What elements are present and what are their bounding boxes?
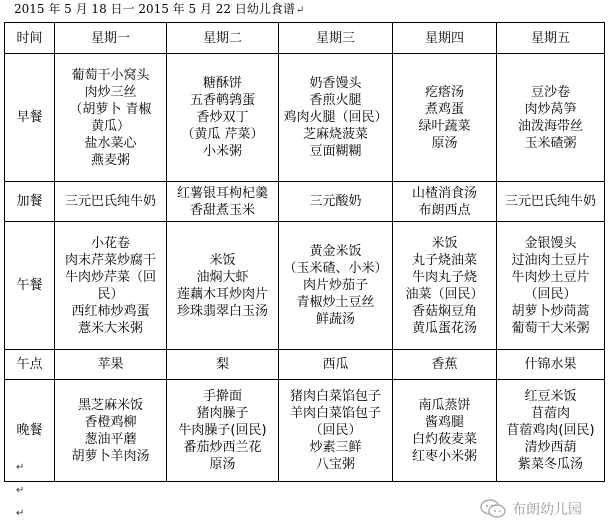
dish-line: 西红柿炒鸡蛋 [71, 303, 150, 319]
dish-line: 梨 [215, 357, 229, 372]
dish-line: 酱鸡腿 [424, 414, 464, 430]
dish-line: 羊肉白菜馅包子 [289, 406, 381, 421]
dish-line: 山楂消食汤 [411, 185, 477, 201]
dish-line: （黄瓜 芹菜） [181, 127, 264, 142]
paragraph-mark: ↵ [16, 485, 25, 496]
header-tuesday: 星期二 [167, 23, 279, 54]
dish-line: 布朗西点 [418, 202, 471, 218]
paragraph-mark: ↵ [16, 462, 25, 473]
dish-line: 清炒西葫 [524, 440, 577, 455]
menu-row [5, 222, 605, 350]
menu-title [14, 2, 304, 18]
menu-cell-tuesday [167, 222, 279, 350]
dish-line: 番茄炒西兰花 [183, 440, 262, 455]
watermark [480, 499, 582, 519]
dish-line: 珍珠翡翠白玉汤 [176, 303, 268, 319]
dish-line: 香菇焖豆角 [411, 303, 477, 319]
dish-line: 油菜（回民） [405, 286, 484, 302]
menu-cell-wednesday [279, 182, 393, 222]
wechat-logo-icon [480, 499, 506, 519]
dish-line: 手擀面 [202, 389, 242, 404]
dish-line: 肉末芹菜炒腐干 [64, 252, 156, 268]
menu-cell-friday [497, 350, 605, 380]
dish-line: 苜蓿鸡肉(回民) [506, 423, 595, 438]
dish-line: 猪肉臊子 [196, 406, 249, 421]
header-time: 时间 [5, 23, 55, 54]
meal-label: 午餐 [5, 222, 55, 350]
dish-line: 苹果 [97, 357, 124, 372]
watermark-text: 布朗幼儿园 [512, 502, 582, 518]
header-wednesday: 星期三 [279, 23, 393, 54]
dish-line: 香炒双丁 [196, 110, 249, 125]
dish-line: 丸子烧油菜 [411, 252, 477, 268]
dish-line: 三元酸奶 [309, 194, 362, 209]
dish-line: （胡萝卜 青椒 [69, 101, 152, 117]
menu-cell-wednesday [279, 222, 393, 350]
dish-line: 什锦水果 [524, 357, 577, 372]
dish-line: 黄瓜蛋花汤 [411, 320, 477, 336]
dish-line: 油焖大虾 [196, 269, 249, 285]
menu-cell-friday [497, 222, 605, 350]
dish-line: 肉炒莴笋 [524, 101, 577, 117]
dish-line: 胡萝卜羊肉汤 [71, 448, 150, 464]
menu-cell-wednesday [279, 350, 393, 380]
menu-cell-monday [55, 350, 167, 380]
dish-line: 肉片炒茄子 [302, 278, 368, 293]
dish-line: 糖酥饼 [202, 76, 242, 91]
dish-line: 香甜煮玉米 [189, 202, 255, 218]
dish-line: 炒素三鲜 [309, 440, 362, 455]
dish-line: 白灼莜麦菜 [411, 431, 477, 447]
header-friday: 星期五 [497, 23, 605, 54]
header-monday: 星期一 [55, 23, 167, 54]
menu-row [5, 54, 605, 182]
menu-cell-monday [55, 222, 167, 350]
dish-line: 小米粥 [202, 144, 242, 159]
menu-cell-monday [55, 54, 167, 182]
dish-line: 油泼海带丝 [517, 118, 583, 134]
dish-line: 牛肉炒芹菜（回 [64, 269, 156, 285]
dish-line: 燕麦粥 [90, 152, 130, 168]
header-thursday: 星期四 [393, 23, 497, 54]
dish-line: 肉炒三丝 [84, 84, 137, 100]
menu-row [5, 380, 605, 482]
menu-table [4, 22, 605, 482]
dish-line: 民） [97, 286, 124, 302]
paragraph-mark: ↵ [295, 5, 305, 16]
dish-line: 牛肉丸子烧 [411, 269, 477, 285]
meal-label: 加餐 [5, 182, 55, 222]
dish-line: 黄金米饭 [309, 244, 362, 259]
menu-cell-monday [55, 182, 167, 222]
menu-cell-tuesday [167, 350, 279, 380]
paragraph-mark: ↵ [16, 508, 25, 519]
menu-cell-tuesday [167, 380, 279, 482]
dish-line: 牛肉臊子(回民) [178, 423, 267, 438]
menu-cell-thursday [393, 182, 497, 222]
menu-cell-thursday [393, 350, 497, 380]
menu-row [5, 182, 605, 222]
dish-line: 莲藕木耳炒肉片 [176, 286, 268, 302]
dish-line: 香蕉 [431, 357, 458, 372]
menu-cell-wednesday [279, 380, 393, 482]
dish-line: 豆沙卷 [530, 84, 570, 100]
meal-label: 早餐 [5, 54, 55, 182]
dish-line: 小花卷 [90, 235, 130, 251]
dish-line: 金银馒头 [524, 235, 577, 251]
dish-line: 原汤 [431, 135, 458, 151]
menu-cell-tuesday [167, 54, 279, 182]
dish-line: 香煎火腿 [309, 93, 362, 108]
dish-line: 煮鸡蛋 [424, 101, 464, 117]
dish-line: 米饭 [209, 252, 236, 268]
dish-line: 鲜蔬汤 [315, 312, 355, 327]
dish-line: 绿叶蔬菜 [418, 118, 471, 134]
dish-line: 西瓜 [322, 357, 349, 372]
dish-line: 玉米碴粥 [524, 135, 577, 151]
dish-line: 青椒炒土豆丝 [296, 295, 375, 310]
dish-line: 盐水菜心 [84, 135, 137, 151]
dish-line: 米饭 [431, 235, 458, 251]
dish-line: 葱油平蘑 [84, 431, 137, 447]
dish-line: 葡萄干小窝头 [71, 67, 150, 83]
menu-row [5, 350, 605, 380]
dish-line: （回民） [524, 286, 577, 302]
menu-title-text: 2015 年 5 月 18 日一 2015 年 5 月 22 日幼儿食谱 [14, 2, 295, 16]
dish-line: 疙瘩汤 [424, 84, 464, 100]
dish-line: 八宝粥 [315, 457, 355, 472]
dish-line: 红薯银耳枸杞羹 [176, 185, 268, 201]
dish-line: 原汤 [209, 457, 236, 472]
menu-body [5, 54, 605, 482]
dish-line: 紫菜冬瓜汤 [517, 457, 583, 472]
dish-line: 薏米大米粥 [77, 320, 143, 336]
menu-cell-friday [497, 54, 605, 182]
menu-cell-tuesday [167, 182, 279, 222]
dish-line: 奶香馒头 [309, 76, 362, 91]
menu-cell-monday [55, 380, 167, 482]
menu-cell-thursday [393, 54, 497, 182]
dish-line: 黑芝麻米饭 [77, 397, 143, 413]
dish-line: 南瓜蒸饼 [418, 397, 471, 413]
dish-line: （玉米碴、小米） [283, 261, 388, 276]
dish-line: 红豆米饭 [524, 389, 577, 404]
dish-line: 红枣小米粥 [411, 448, 477, 464]
header-row [5, 23, 605, 54]
dish-line: 胡萝卜炒茼蒿 [511, 303, 590, 319]
menu-cell-thursday [393, 380, 497, 482]
dish-line: 苜蓿肉 [530, 406, 570, 421]
dish-line: 黄瓜） [90, 118, 130, 134]
meal-label: 午点 [5, 350, 55, 380]
dish-line: 葡萄干大米粥 [511, 320, 590, 336]
dish-line: 三元巴氏纯牛奶 [504, 194, 596, 209]
dish-line: 三元巴氏纯牛奶 [64, 194, 156, 209]
dish-line: 五香鹌鹑蛋 [189, 93, 255, 108]
dish-line: 豆面糊糊 [309, 144, 362, 159]
menu-cell-thursday [393, 222, 497, 350]
menu-cell-wednesday [279, 54, 393, 182]
dish-line: 鸡肉火腿（回民） [283, 110, 388, 125]
dish-line: （回民） [309, 423, 362, 438]
dish-line: 芝麻烧菠菜 [302, 127, 368, 142]
dish-line: 过油肉土豆片 [511, 252, 590, 268]
dish-line: 牛肉炒土豆片 [511, 269, 590, 285]
dish-line: 香橙鸡柳 [84, 414, 137, 430]
dish-line: 猪肉白菜馅包子 [289, 389, 381, 404]
menu-cell-friday [497, 380, 605, 482]
menu-cell-friday [497, 182, 605, 222]
meal-label: 晚餐 [5, 380, 55, 482]
